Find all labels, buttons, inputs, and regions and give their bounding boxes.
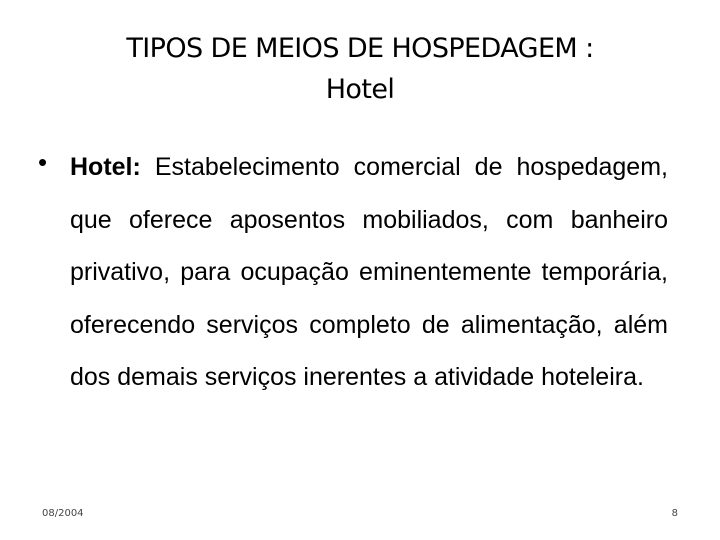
footer-page-number: 8 <box>671 508 678 519</box>
bullet-definition: Estabelecimento comercial de hospedagem, que oferece aposentos mobiliados, com banheiro privativo, para ocupação eminentemente temporária, oferecendo serviços completo de alimentação, além dos demais serviços inerentes a atividade hoteleira. <box>70 153 668 391</box>
bullet-paragraph <box>70 141 668 404</box>
slide-title <box>40 28 680 110</box>
bullet-point-icon: • <box>38 147 48 177</box>
slide-title-line1: TIPOS DE MEIOS DE HOSPEDAGEM : <box>126 33 594 64</box>
bullet-lead-term: Hotel: <box>70 153 141 181</box>
footer-date: 08/2004 <box>42 508 84 519</box>
slide-title-line2: Hotel <box>325 74 395 105</box>
